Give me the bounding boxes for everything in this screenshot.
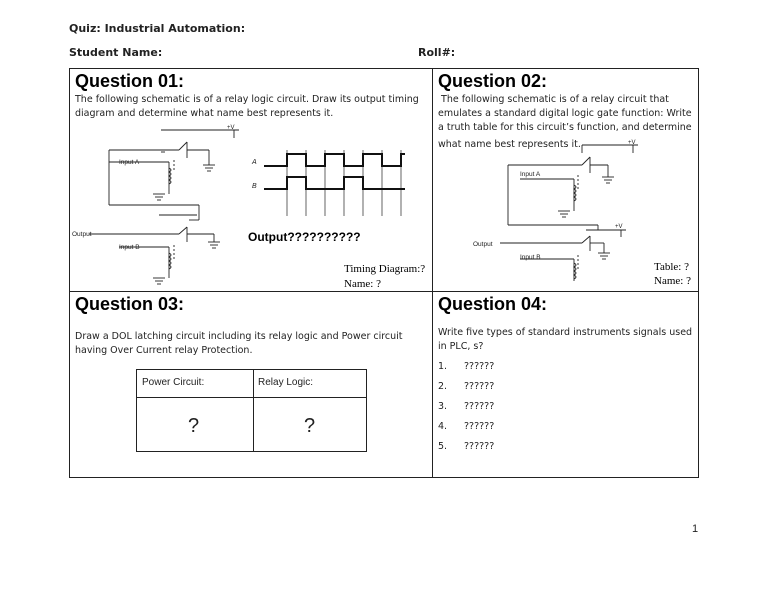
roll-number-label: Roll#: <box>418 46 456 59</box>
q1-wave-a-label: A <box>252 159 257 166</box>
q3-answer-table <box>136 369 367 452</box>
q1-input-a-label: Input A <box>119 159 140 166</box>
quiz-title: Quiz: Industrial Automation: <box>69 22 246 35</box>
q4-text-line2: in PLC, s? <box>438 341 484 352</box>
q3-power-circuit-answer: ? <box>188 415 200 437</box>
q3-title: Question 03: <box>75 294 185 314</box>
q1-title: Question 01: <box>75 71 185 91</box>
list-item-number: 1. <box>438 361 448 372</box>
q2-text-line2: emulates a standard digital logic gate function: Write <box>438 108 692 119</box>
list-item-number: 3. <box>438 401 448 412</box>
list-item <box>438 361 495 372</box>
q1-timing-diagram-label: Timing Diagram:? <box>344 263 426 275</box>
q2-plus-v-label-1: +V <box>628 140 636 146</box>
list-item <box>438 401 495 412</box>
q4-title: Question 04: <box>438 294 548 314</box>
q2-text-line3: a truth table for this circuit’s function, and determine <box>438 122 692 133</box>
table-divider-horizontal <box>69 291 699 292</box>
q1-wave-b <box>264 177 405 189</box>
list-item-text: ?????? <box>464 381 495 392</box>
q1-input-b-label: Input B <box>119 244 140 251</box>
q1-text-line1: The following schematic is of a relay logic circuit. Draw its output timing <box>75 94 419 105</box>
q1-plus-v-label: +V <box>227 125 235 131</box>
list-item <box>438 441 495 452</box>
q3-relay-logic-answer: ? <box>304 415 316 437</box>
list-item-text: ?????? <box>464 401 495 412</box>
q2-input-a-label: Input A <box>520 171 541 178</box>
list-item <box>438 421 495 432</box>
q3-text-line2: having Over Current relay Protection. <box>75 345 253 356</box>
q2-output-label: Output <box>473 241 493 248</box>
q3-power-circuit-header: Power Circuit: <box>142 377 205 388</box>
q1-name-label: Name: ? <box>344 278 381 290</box>
list-item-text: ?????? <box>464 441 495 452</box>
q3-table-divider-vertical <box>253 370 254 451</box>
q3-relay-logic-header: Relay Logic: <box>258 377 314 388</box>
q2-text-line4: what name best represents it. <box>438 139 581 150</box>
q2-text-line1: The following schematic is of a relay circuit that <box>438 94 669 105</box>
q2-name-label: Name: ? <box>654 275 691 287</box>
list-item-text: ?????? <box>464 421 495 432</box>
list-item-number: 2. <box>438 381 448 392</box>
table-divider-vertical <box>432 68 433 478</box>
list-item-text: ?????? <box>464 361 495 372</box>
list-item-number: 4. <box>438 421 448 432</box>
q1-wave-a <box>264 154 405 166</box>
student-name-label: Student Name: <box>69 46 163 59</box>
q2-relay-schematic <box>470 135 670 285</box>
q1-output-label: Output <box>72 231 92 238</box>
q1-output-question: Output?????????? <box>248 230 361 244</box>
list-item <box>438 381 495 392</box>
q3-text-line1: Draw a DOL latching circuit including its relay logic and Power circuit <box>75 331 403 342</box>
q1-timing-waveforms <box>250 148 410 220</box>
q1-text-line2: diagram and determine what name best represents it. <box>75 108 334 119</box>
list-item-number: 5. <box>438 441 448 452</box>
q2-title: Question 02: <box>438 71 548 91</box>
q2-input-b-label: Input B <box>520 254 541 261</box>
q3-table-divider-horizontal <box>137 397 366 398</box>
page-number: 1 <box>692 523 699 535</box>
q1-wave-b-label: B <box>252 183 257 190</box>
q2-plus-v-label-2: +V <box>615 224 623 230</box>
q4-text-line1: Write five types of standard instruments signals used <box>438 327 693 338</box>
q1-relay-schematic <box>69 120 259 290</box>
q2-table-label: Table: ? <box>654 261 689 273</box>
